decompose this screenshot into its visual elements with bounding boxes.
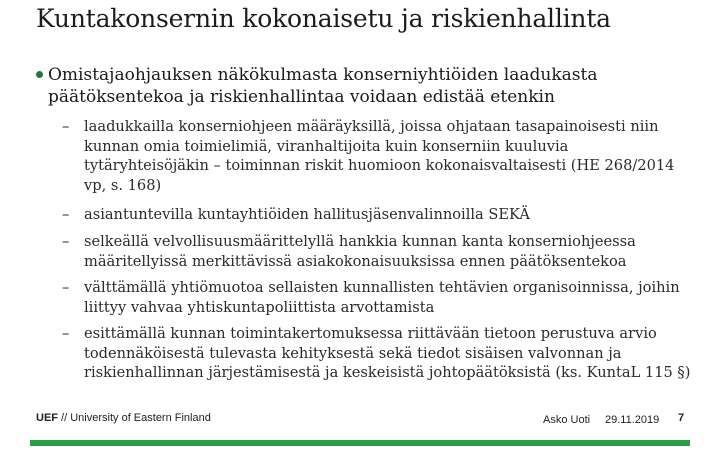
sub-bullet-3 xyxy=(62,232,692,271)
footer-author: Asko Uoti xyxy=(543,414,591,426)
sub-bullet-text: välttämällä yhtiömuotoa sellaisten kunnallisten tehtävien organisoinnissa, joihin liittyy vahvaa yhtiskuntapoliittista arvottamista xyxy=(84,279,680,316)
bullet-dot-icon xyxy=(36,71,43,78)
sub-bullet-1 xyxy=(62,117,692,195)
page-number: 7 xyxy=(678,412,685,424)
sub-bullet-2 xyxy=(62,205,692,225)
sub-bullet-text: laadukkailla konserniohjeen määräyksillä, joissa ohjataan tasapainoisesti niin kunnan omia toimielimiä, viranhaltijoita kuin konserniin kuuluvia tytäryhteisöjäkin – toiminnan riskit huomioon kokonaisvaltaisesti (HE 268/2014 vp, s. 168) xyxy=(84,118,675,194)
footer-org: University of Eastern Finland xyxy=(70,412,211,424)
dash-icon: – xyxy=(62,279,70,296)
slide-title: Kuntakonsernin kokonaisetu ja riskienhallinta xyxy=(36,4,611,33)
sub-bullet-4 xyxy=(62,278,692,317)
footer-separator: // xyxy=(58,412,71,424)
footer-accent-bar xyxy=(30,440,690,446)
footer-brand xyxy=(36,412,211,424)
sub-bullet-text: esittämällä kunnan toimintakertomuksessa riittävään tietoon perustuva arvio todennäköisestä tulevasta kehityksestä sekä tiedot sisäisen valvonnan ja riskienhallinnan järjestämisestä ja keskeisistä johtopäätöksistä (ks. KuntaL 115 §) xyxy=(84,325,691,381)
sub-bullet-text: asiantuntevilla kuntayhtiöiden hallitusjäsenvalinnoilla SEKÄ xyxy=(84,206,530,223)
main-bullet xyxy=(36,64,676,108)
sub-bullet-text: selkeällä velvollisuusmäärittelyllä hankkia kunnan kanta konserniohjeessa määritellyissä merkittävissä asiakokonaisuuksissa ennen päätöksentekoa xyxy=(84,233,636,270)
dash-icon: – xyxy=(62,325,70,342)
dash-icon: – xyxy=(62,206,70,223)
main-bullet-text: Omistajaohjauksen näkökulmasta konserniyhtiöiden laadukasta päätöksentekoa ja riskienhallintaa voidaan edistää etenkin xyxy=(48,65,598,107)
footer-date: 29.11.2019 xyxy=(605,414,660,426)
dash-icon: – xyxy=(62,118,70,135)
sub-bullet-5 xyxy=(62,324,692,383)
dash-icon: – xyxy=(62,233,70,250)
uef-logo-text: UEF xyxy=(36,412,58,424)
